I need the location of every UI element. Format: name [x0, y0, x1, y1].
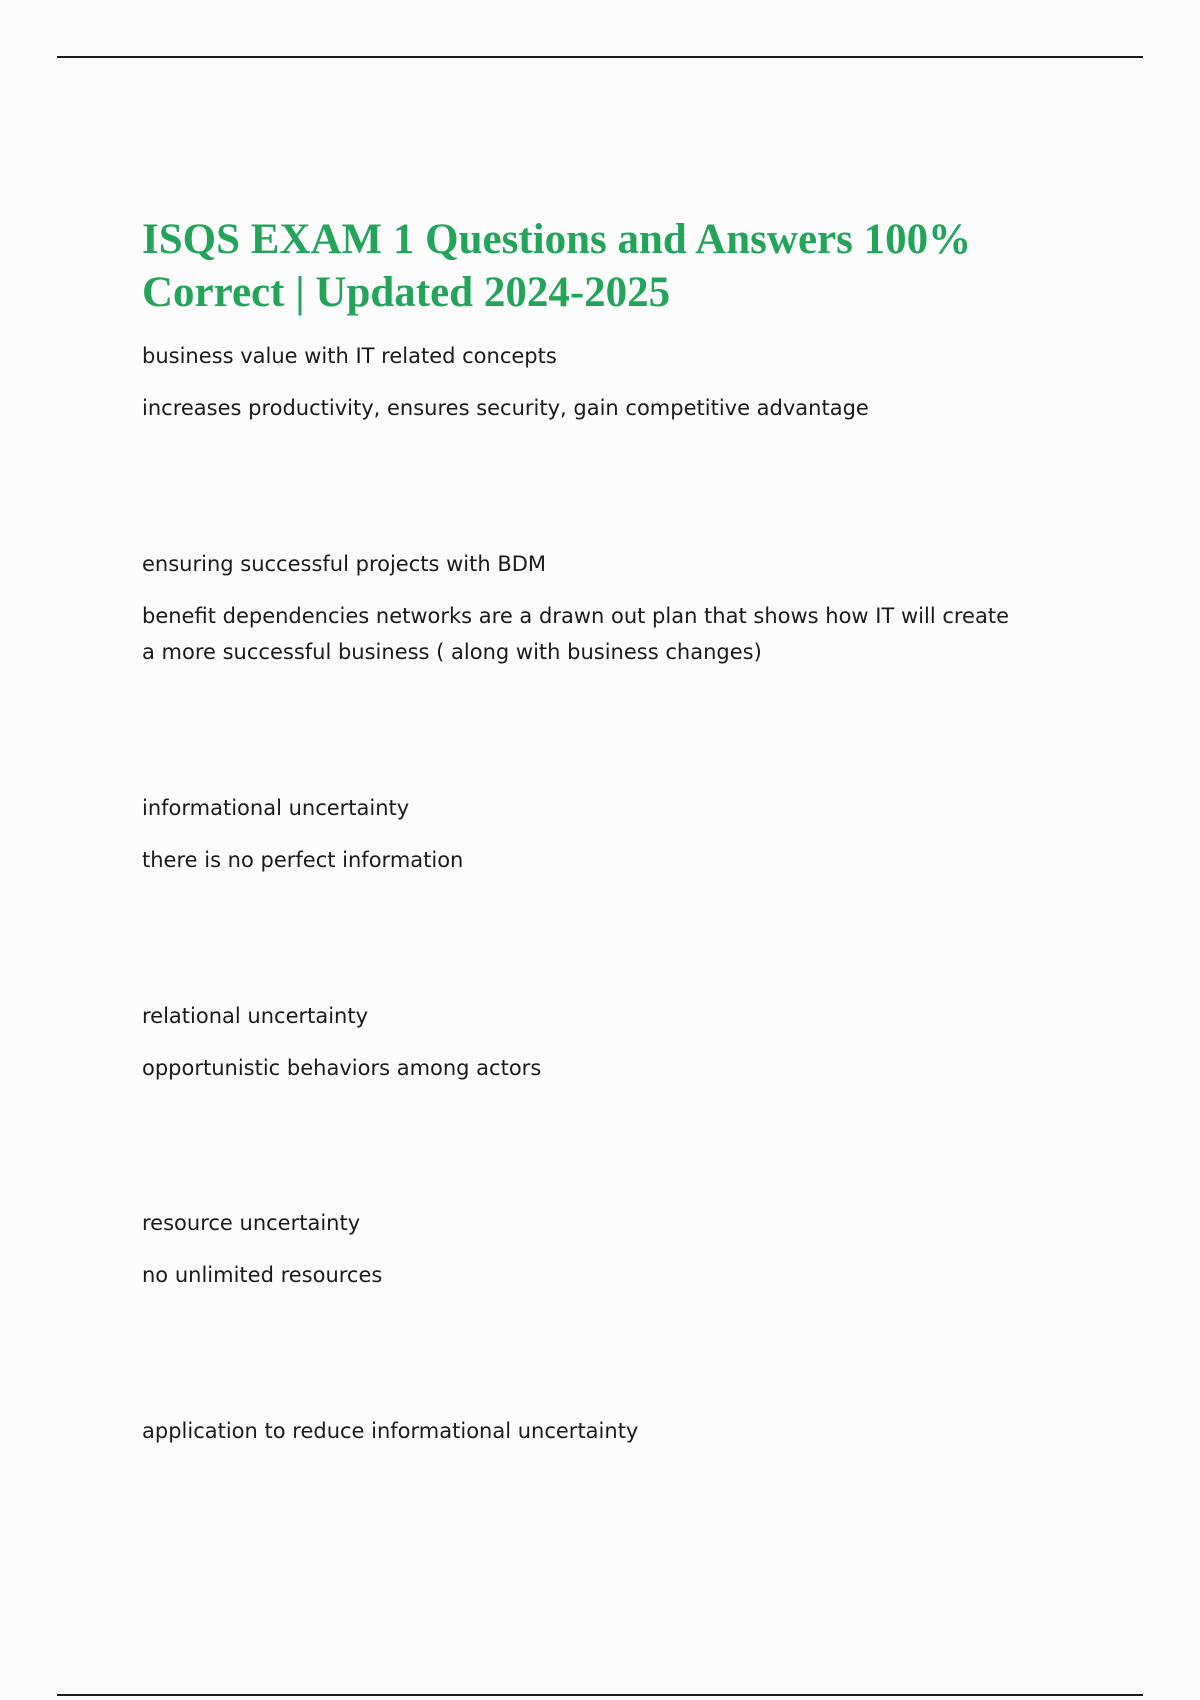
bottom-rule — [57, 1694, 1143, 1696]
card-4-question: relational uncertainty — [142, 1004, 369, 1028]
card-6-question: application to reduce informational uncertainty — [142, 1419, 639, 1443]
card-5-question: resource uncertainty — [142, 1211, 361, 1235]
page-title: ISQS EXAM 1 Questions and Answers 100% Correct | Updated 2024-2025 — [142, 216, 972, 316]
card-4-answer: opportunistic behaviors among actors — [142, 1056, 542, 1080]
card-2-question: ensuring successful projects with BDM — [142, 552, 547, 576]
top-rule — [57, 56, 1143, 58]
card-1-question: business value with IT related concepts — [142, 344, 557, 368]
card-2-answer: benefit dependencies networks are a drawn out plan that shows how IT will create a more successful business ( along with business changes) — [142, 604, 1009, 664]
card-5-answer: no unlimited resources — [142, 1263, 383, 1287]
card-3-question: informational uncertainty — [142, 796, 410, 820]
card-3-answer: there is no perfect information — [142, 848, 464, 872]
card-1-answer: increases productivity, ensures security, gain competitive advantage — [142, 396, 869, 420]
